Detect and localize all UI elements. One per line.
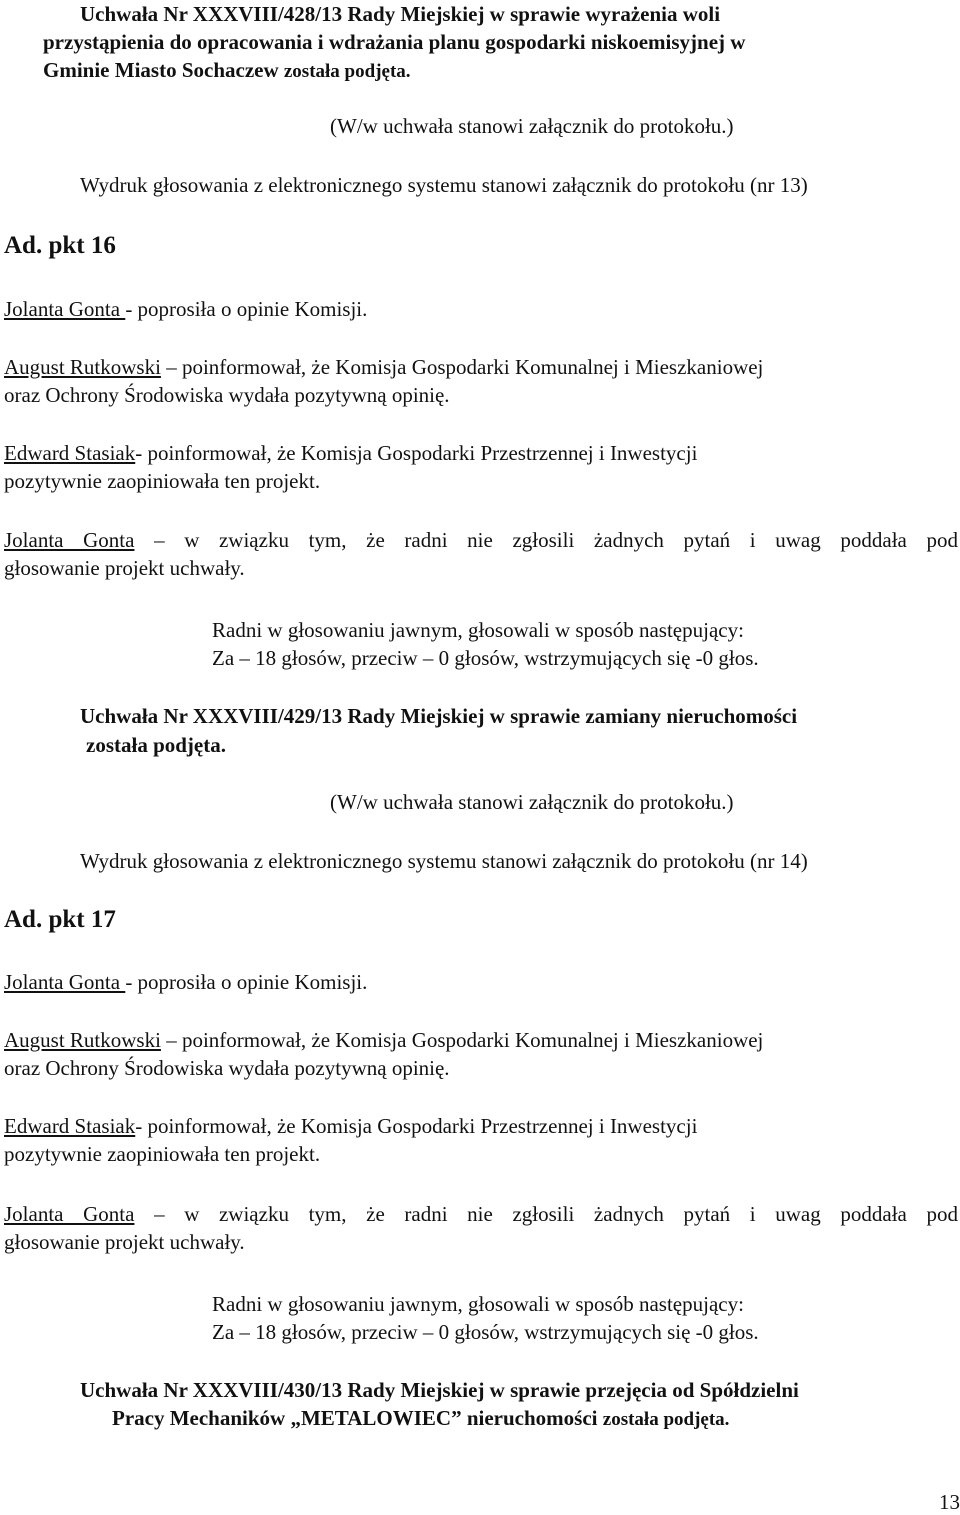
item-17-p4-line1: Jolanta Gonta – w związku tym, że radni nie zgłosili żadnych pytań i uwag poddała pod [4,1202,958,1226]
item-17-p4-line2: głosowanie projekt uchwały. [4,1230,245,1254]
item-17-p1: Jolanta Gonta - poprosiła o opinie Komisji. [4,970,368,994]
item-17-vote-line1: Radni w głosowaniu jawnym, głosowali w sposób następujący: [212,1292,744,1316]
item-17-p2-line1: August Rutkowski – poinformował, że Komisja Gospodarki Komunalnej i Mieszkaniowej [4,1028,764,1052]
item-16-p4-line2: głosowanie projekt uchwały. [4,556,245,580]
page-number: 13 [939,1490,960,1514]
resolution-429-line1: Uchwała Nr XXXVIII/429/13 Rady Miejskiej w sprawie zamiany nieruchomości [80,704,798,728]
item-16-p2-line1: August Rutkowski – poinformował, że Komisja Gospodarki Komunalnej i Mieszkaniowej [4,355,764,379]
item-17-p2-line2: oraz Ochrony Środowiska wydała pozytywną opinię. [4,1056,450,1080]
resolution-429-line2: została podjęta. [86,733,226,757]
resolution-430-line1: Uchwała Nr XXXVIII/430/13 Rady Miejskiej w sprawie przejęcia od Spółdzielni [80,1378,799,1402]
item-17-heading: Ad. pkt 17 [4,906,116,933]
item-16-heading: Ad. pkt 16 [4,232,116,259]
item-16-p4-line1: Jolanta Gonta – w związku tym, że radni nie zgłosili żadnych pytań i uwag poddała pod [4,528,958,552]
item-16-p1: Jolanta Gonta - poprosiła o opinie Komisji. [4,297,368,321]
item-17-p3-line2: pozytywnie zaopiniowała ten projekt. [4,1142,321,1166]
item-17-vote-line2: Za – 18 głosów, przeciw – 0 głosów, wstrzymujących się -0 głos. [212,1320,759,1344]
item-16-p3-line1: Edward Stasiak- poinformował, że Komisja Gospodarki Przestrzennej i Inwestycji [4,441,698,465]
resolution-428-line3: Gminie Miasto Sochaczew została podjęta. [43,58,411,82]
item-16-vote-line2: Za – 18 głosów, przeciw – 0 głosów, wstrzymujących się -0 głos. [212,646,759,670]
item-16-p2-line2: oraz Ochrony Środowiska wydała pozytywną opinię. [4,383,450,407]
item-16-vote-line1: Radni w głosowaniu jawnym, głosowali w sposób następujący: [212,618,744,642]
resolution-428-line2: przystąpienia do opracowania i wdrażania planu gospodarki niskoemisyjnej w [43,30,746,54]
printout-note-1: Wydruk głosowania z elektronicznego systemu stanowi załącznik do protokołu (nr 13) [80,173,808,197]
printout-note-2: Wydruk głosowania z elektronicznego systemu stanowi załącznik do protokołu (nr 14) [80,849,808,873]
attachment-note-1: (W/w uchwała stanowi załącznik do protokołu.) [330,114,734,138]
attachment-note-2: (W/w uchwała stanowi załącznik do protokołu.) [330,790,734,814]
resolution-428-line1: Uchwała Nr XXXVIII/428/13 Rady Miejskiej w sprawie wyrażenia woli [80,2,721,26]
item-17-p3-line1: Edward Stasiak- poinformował, że Komisja Gospodarki Przestrzennej i Inwestycji [4,1114,698,1138]
item-16-p3-line2: pozytywnie zaopiniowała ten projekt. [4,469,321,493]
resolution-430-line2: Pracy Mechaników „METALOWIEC” nieruchomości została podjęta. [112,1406,730,1430]
